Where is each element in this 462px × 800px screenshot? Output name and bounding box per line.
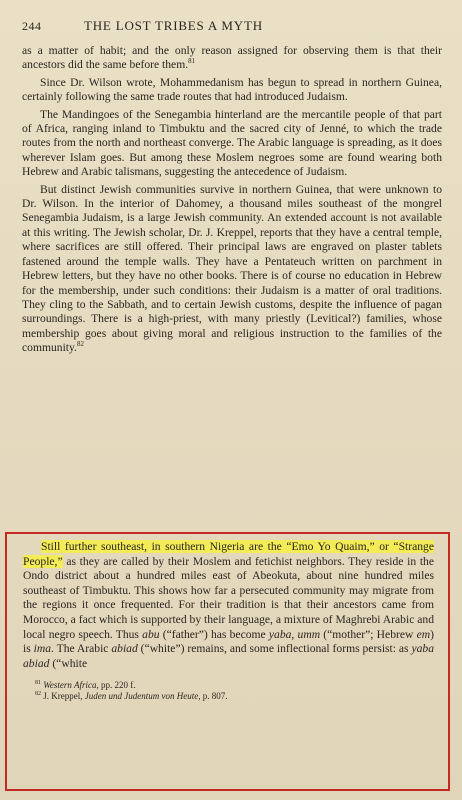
paragraph-mandingoes: The Mandingoes of the Senegambia hinterland are the mercantile people of that part of Africa, ranging inland to Timbuktu and the sacred city of Jenné, to which the trade routes from the north and northeast converge. The Arabic language is spreading, as it does wherever Islam goes. But among these Moslem negroes some are found wearing both Hebrew and Arabic talismans, suggesting the antecedence of Judaism. [22,107,442,179]
highlighted-passage-box [5,532,450,791]
footnotes [23,680,434,702]
running-head: THE LOST TRIBES A MYTH [84,18,263,33]
paragraph-continued: as a matter of habit; and the only reason assigned for observing them is that their ancestors did the same before them.$^{81}$ [22,44,442,72]
page-header [22,18,442,44]
page-number: 244 [22,19,42,33]
paragraph-emo-yo-quaim: Still further southeast, in southern Nigeria are the “Emo Yo Quaim,” or “Strange People,” as they are called by their Moslem and fetichist neighbors. They reside in the Ondo district about a hundred miles east of Abeokuta, about nine hundred miles southeast of Timbuktu. This shows how far a persecuted community may migrate from the regions it once frequented. For their tradition is that their ancestors came from Morocco, a fact which is supported by their language, a mixture of Maghrebi Arabic and local negro speech. Thus abu (“father”) has become yaba, umm (“mother”; Hebrew em) is ima. The Arabic abiad (“white”) remains, and some inflectional forms persist: as yaba abiad (“white [23,540,434,670]
footnote-ref-82: 82 [76,340,84,349]
paragraph-mohammedanism: Since Dr. Wilson wrote, Mohammedanism has begun to spread in northern Guinea, certainly following the same trade routes that had introduced Judaism. [22,75,442,104]
highlighted-text: Still further southeast, in southern Nigeria are the “Emo Yo Quaim,” or “Strange People,” [23,540,434,568]
footnote-81: $^{81}$ Western Africa, pp. 220 f. [35,680,136,691]
footnote-ref-81: 81 [188,57,196,66]
paragraph-jewish-communities: But distinct Jewish communities survive in northern Guinea, that were unknown to Dr. Wilson. In the interior of Dahomey, a thousand miles southeast of the mongrel Senegambia Judaism, is a large Jewish community. An extended account is not available at this writing. The Jewish scholar, Dr. J. Kreppel, reports that they have a central temple, where sacrifices are still offered. Their principal laws are engraved on plaster tablets fastened around the temple walls. They have a Pentateuch written on parchment in Hebrew letters, but they have no other books. There is of course no education in Hebrew for the membership, under such conditions: their Judaism is a matter of oral traditions. They cling to the Sabbath, and to certain Jewish customs, despite the influence of pagan surroundings. There is a high-priest, with many priestly (Levitical?) families, whose membership goes about giving moral and religious instruction to the families of the community.$^{82}$ [22,182,442,355]
footnote-82: $^{82}$ J. Kreppel, Juden und Judentum von Heute, p. 807. [35,691,228,702]
